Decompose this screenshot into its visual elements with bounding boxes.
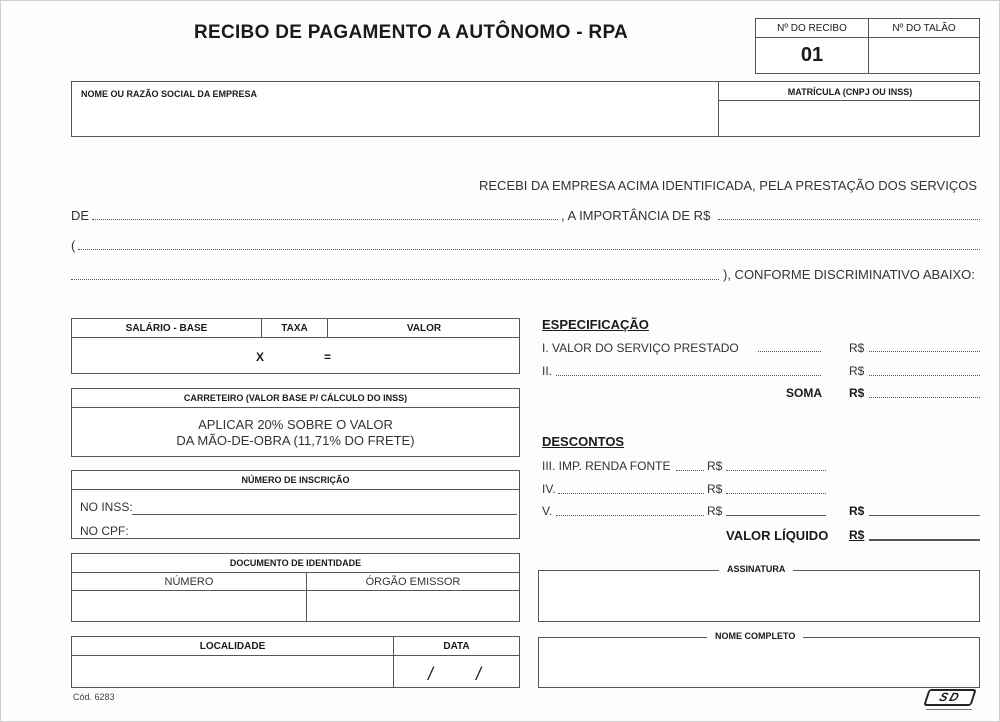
- inss-field[interactable]: [132, 514, 517, 515]
- receipt-number-label: Nº DO RECIBO: [777, 23, 847, 34]
- deduction-item-4-desc-field[interactable]: [558, 493, 704, 494]
- id-number-field[interactable]: [72, 591, 306, 621]
- id-document-header: DOCUMENTO DE IDENTIDADE: [229, 558, 362, 568]
- spec-item-1-currency: R$: [849, 341, 865, 355]
- cpf-label: NO CPF:: [80, 524, 129, 538]
- sum-currency: R$: [849, 386, 865, 400]
- times-sign: X: [256, 350, 265, 364]
- location-date-box: [71, 636, 520, 688]
- service-description-field[interactable]: [92, 219, 558, 220]
- company-box: [71, 81, 980, 137]
- deduction-item-4-currency: R$: [707, 482, 723, 496]
- deduction-item-5-currency: R$: [707, 504, 723, 518]
- amount-in-words-field-2[interactable]: [71, 279, 719, 280]
- specification-header: ESPECIFICAÇÃO: [542, 317, 649, 332]
- spec-item-2: II.: [542, 364, 553, 378]
- spec-item-2-currency: R$: [849, 364, 865, 378]
- location-label: LOCALIDADE: [199, 641, 266, 652]
- salary-box: [71, 318, 520, 374]
- statement-line-1: RECEBI DA EMPRESA ACIMA IDENTIFICADA, PELA PRESTAÇÃO DOS SERVIÇOS: [479, 178, 977, 193]
- spec-item-1-field[interactable]: [869, 351, 980, 352]
- net-value-field[interactable]: [869, 539, 980, 541]
- deduction-item-3: III. IMP. RENDA FONTE: [542, 459, 671, 473]
- publisher-logo-underline: [926, 709, 972, 710]
- salary-base-label: SALÁRIO - BASE: [125, 323, 208, 334]
- full-name-box[interactable]: [538, 637, 980, 688]
- date-separator-1: /: [428, 664, 434, 684]
- id-issuer-label: ÓRGÃO EMISSOR: [365, 576, 461, 588]
- deductions-total-currency: R$: [849, 504, 865, 518]
- deduction-item-5-desc-field[interactable]: [556, 515, 704, 516]
- driver-text-line-1: APLICAR 20% SOBRE O VALOR: [198, 417, 393, 432]
- company-name-field[interactable]: [72, 102, 718, 136]
- registration-label: MATRÍCULA (CNPJ OU INSS): [787, 87, 913, 97]
- id-number-label: NÚMERO: [164, 576, 214, 588]
- spec-item-2-field[interactable]: [869, 375, 980, 376]
- driver-text-line-2: DA MÃO-DE-OBRA (11,71% DO FRETE): [176, 433, 415, 448]
- open-paren: (: [71, 238, 76, 253]
- spec-item-1-dots: [758, 351, 821, 352]
- net-value-currency: R$: [849, 528, 865, 542]
- deduction-item-4: IV.: [542, 482, 556, 496]
- deduction-item-3-field[interactable]: [726, 470, 826, 471]
- signature-box[interactable]: [538, 570, 980, 622]
- sum-field[interactable]: [869, 397, 980, 398]
- deductions-total-field[interactable]: [869, 515, 980, 516]
- id-document-box: [71, 553, 520, 622]
- registration-field[interactable]: [719, 102, 981, 136]
- book-number-label: Nº DO TALÃO: [892, 23, 956, 34]
- deduction-item-5: V.: [542, 504, 553, 518]
- driver-header: CARRETEIRO (VALOR BASE P/ CÁLCULO DO INSS): [183, 393, 408, 403]
- net-value-label: VALOR LÍQUIDO: [726, 528, 829, 543]
- inss-label: NO INSS:: [80, 500, 133, 514]
- form-code: Cód. 6283: [73, 692, 115, 702]
- value-label: VALOR: [406, 323, 442, 334]
- deduction-item-3-currency: R$: [707, 459, 723, 473]
- company-name-label: NOME OU RAZÃO SOCIAL DA EMPRESA: [81, 89, 258, 99]
- statement-de-label: DE: [71, 208, 90, 223]
- signature-label: ASSINATURA: [719, 564, 793, 574]
- deductions-header: DESCONTOS: [542, 434, 625, 449]
- book-number-field[interactable]: [869, 38, 979, 74]
- equals-sign: =: [324, 350, 332, 364]
- publisher-logo: [923, 689, 977, 706]
- statement-closing: ), CONFORME DISCRIMINATIVO ABAIXO:: [723, 267, 975, 282]
- receipt-number-value: 01: [800, 44, 824, 66]
- driver-box: [71, 388, 520, 457]
- date-separator-2: /: [476, 664, 482, 684]
- registration-number-header: NÚMERO DE INSCRIÇÃO: [241, 475, 350, 485]
- date-label: DATA: [443, 641, 470, 652]
- deduction-item-3-dots: [676, 470, 704, 471]
- deduction-item-5-field[interactable]: [726, 515, 826, 516]
- sum-label: SOMA: [786, 386, 822, 400]
- spec-item-1: I. VALOR DO SERVIÇO PRESTADO: [542, 341, 739, 355]
- spec-item-2-desc-field[interactable]: [556, 375, 821, 376]
- publisher-logo-text: SD: [937, 690, 963, 704]
- full-name-label: NOME COMPLETO: [707, 631, 803, 641]
- location-field[interactable]: [72, 656, 393, 688]
- amount-in-words-field[interactable]: [78, 249, 980, 250]
- form-title: RECIBO DE PAGAMENTO A AUTÔNOMO - RPA: [193, 22, 629, 43]
- deduction-item-4-field[interactable]: [726, 493, 826, 494]
- receipt-number-box: [755, 18, 980, 74]
- amount-field[interactable]: [718, 219, 980, 220]
- registration-number-box: [71, 470, 520, 539]
- amount-label: , A IMPORTÂNCIA DE R$: [561, 208, 711, 223]
- rate-label: TAXA: [281, 323, 308, 334]
- id-issuer-field[interactable]: [307, 591, 519, 621]
